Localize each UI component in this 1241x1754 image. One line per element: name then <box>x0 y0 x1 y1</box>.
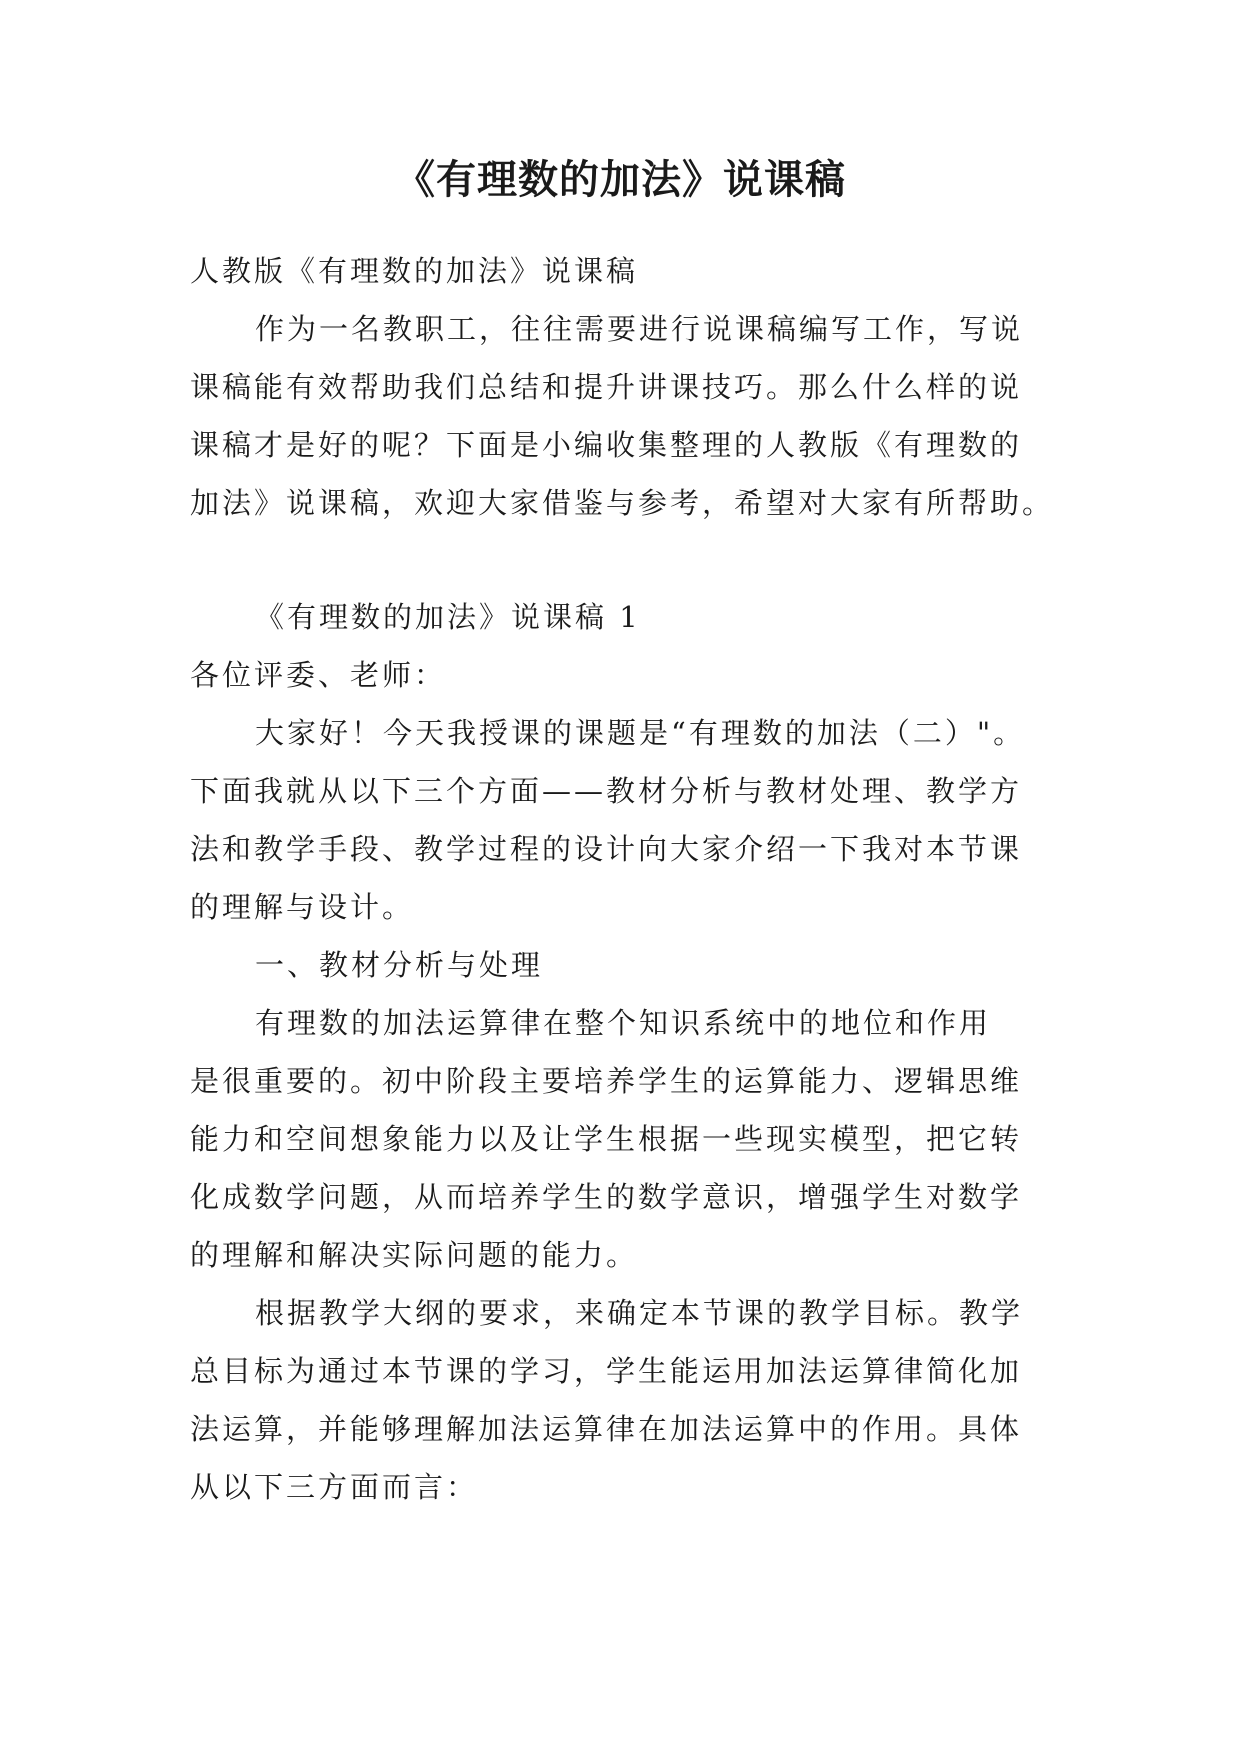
text-line: 法和教学手段、教学过程的设计向大家介绍一下我对本节课 <box>190 832 1023 866</box>
document-title: 《有理数的加法》说课稿 <box>395 157 846 203</box>
text-line: 从以下三方面而言： <box>190 1470 479 1504</box>
text-line: 下面我就从以下三个方面——教材分析与教材处理、教学方 <box>190 774 1023 808</box>
text-line: 是很重要的。初中阶段主要培养学生的运算能力、逻辑思维 <box>190 1064 1023 1098</box>
text-line: 加法》说课稿，欢迎大家借鉴与参考，希望对大家有所帮助。 <box>190 486 1055 520</box>
paragraph-gap <box>190 532 1056 588</box>
text-line: 化成数学问题，从而培养学生的数学意识，增强学生对数学 <box>190 1180 1023 1214</box>
text-line: 一、教材分析与处理 <box>255 948 544 982</box>
text-line: 各位评委、老师： <box>190 658 447 692</box>
text-line: 根据教学大纲的要求，来确定本节课的教学目标。教学 <box>255 1296 1024 1330</box>
text-line: 课稿能有效帮助我们总结和提升讲课技巧。那么什么样的说 <box>190 370 1023 404</box>
text-line: 大家好！今天我授课的课题是“有理数的加法（二）"。 <box>255 716 1026 750</box>
text-line: 《有理数的加法》说课稿 1 <box>255 600 641 634</box>
text-line: 的理解与设计。 <box>190 890 415 924</box>
text-line: 法运算，并能够理解加法运算律在加法运算中的作用。具体 <box>190 1412 1023 1446</box>
document-body <box>190 242 1056 1516</box>
text-line: 的理解和解决实际问题的能力。 <box>190 1238 639 1272</box>
text-line: 总目标为通过本节课的学习，学生能运用加法运算律简化加 <box>190 1354 1023 1388</box>
text-line: 作为一名教职工，往往需要进行说课稿编写工作，写说 <box>255 312 1024 346</box>
text-line: 能力和空间想象能力以及让学生根据一些现实模型，把它转 <box>190 1122 1023 1156</box>
text-line: 人教版《有理数的加法》说课稿 <box>190 254 639 288</box>
text-line: 课稿才是好的呢？下面是小编收集整理的人教版《有理数的 <box>190 428 1023 462</box>
text-line: 有理数的加法运算律在整个知识系统中的地位和作用 <box>255 1006 992 1040</box>
